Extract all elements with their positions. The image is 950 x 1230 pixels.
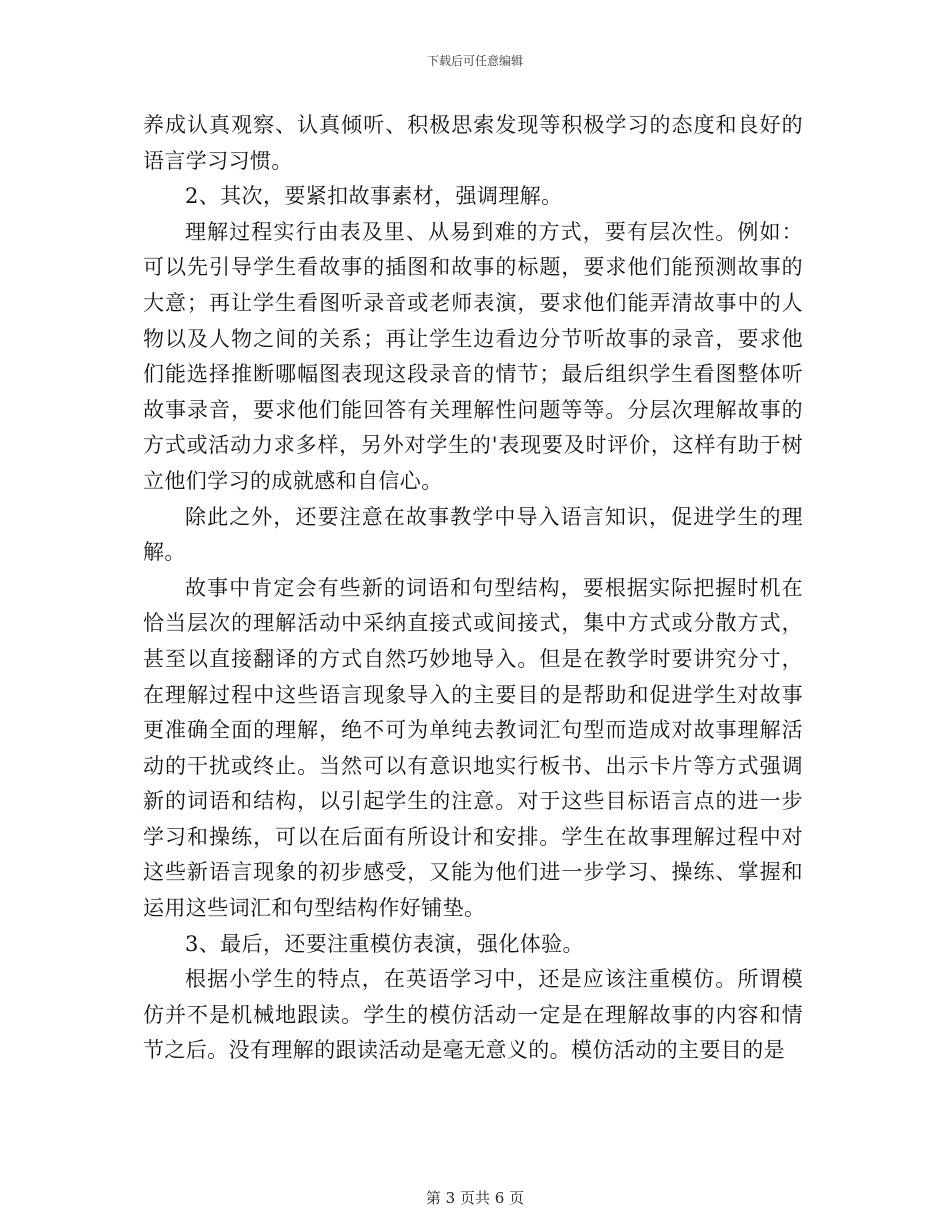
paragraph: 除此之外，还要注意在故事教学中导入语言知识，促进学生的理解。 — [143, 504, 803, 565]
paragraph: 理解过程实行由表及里、从易到难的方式，要有层次性。例如：可以先引导学生看故事的插图和故事的标题，要求他们能预测故事的大意；再让学生看图听录音或老师表演，要求他们能弄清故事中的人物以及人物之间的关系；再让学生边看边分节听故事的录音，要求他们能选择推断哪幅图表现这段录音的情节；最后组织学生看图整体听故事录音，要求他们能回答有关理解性问题等等。分层次理解故事的方式或活动力求多样，另外对学生的'表现要及时评价，这样有助于树立他们学习的成就感和自信心。 — [143, 219, 803, 493]
paragraph: 根据小学生的特点，在英语学习中，还是应该注重模仿。所谓模仿并不是机械地跟读。学生的模仿活动一定是在理解故事的内容和情节之后。没有理解的跟读活动是毫无意义的。模仿活动的主要目的是 — [143, 967, 803, 1063]
paragraph-continuation: 养成认真观察、认真倾听、积极思索发现等积极学习的态度和良好的语言学习习惯。 — [143, 113, 803, 173]
document-body — [143, 108, 803, 1069]
page-header: 下载后可任意编辑 — [426, 54, 523, 68]
paragraph: 故事中肯定会有些新的词语和句型结构，要根据实际把握时机在恰当层次的理解活动中采纳直接式或间接式，集中方式或分散方式，甚至以直接翻译的方式自然巧妙地导入。但是在教学时要讲究分寸，在理解过程中这些语言现象导入的主要目的是帮助和促进学生对故事更准确全面的理解，绝不可为单纯去教词汇句型而造成对故事理解活动的干扰或终止。当然可以有意识地实行板书、出示卡片等方式强调新的词语和结构，以引起学生的注意。对于这些目标语言点的进一步学习和操练，可以在后面有所设计和安排。学生在故事理解过程中对这些新语言现象的初步感受，又能为他们进一步学习、操练、掌握和运用这些词汇和句型结构作好铺垫。 — [143, 575, 803, 921]
page-footer: 第 3 页共 6 页 — [425, 1189, 525, 1207]
section-heading-3: 3、最后，还要注重模仿表演，强化体验。 — [185, 931, 584, 956]
section-heading-2: 2、其次，要紧扣故事素材，强调理解。 — [185, 184, 563, 209]
